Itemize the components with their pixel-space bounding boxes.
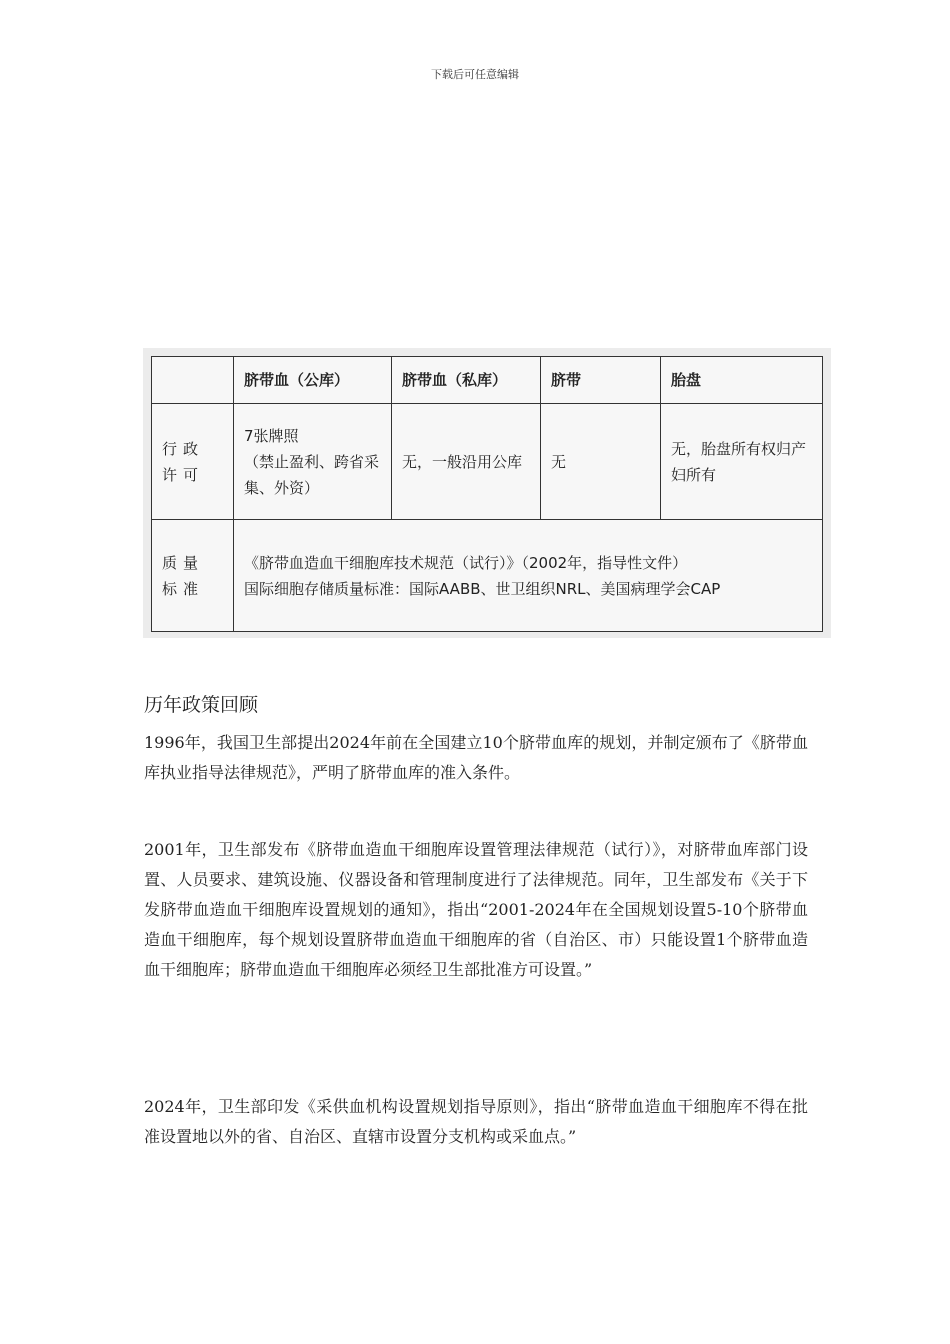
section-title: 历年政策回顾 <box>144 694 259 716</box>
table-header-cell: 胎盘 <box>661 357 823 404</box>
table-cell: 无 <box>541 404 661 520</box>
table-row-label: 行政许可 <box>152 404 234 520</box>
table-header-cell: 脐带血（公库） <box>234 357 392 404</box>
table-cell: 7张牌照 （禁止盈利、跨省采集、外资） <box>234 404 392 520</box>
policy-table <box>151 356 823 632</box>
table-cell: 无，一般沿用公库 <box>392 404 541 520</box>
table-header-cell: 脐带 <box>541 357 661 404</box>
table-row-label: 质量标准 <box>152 520 234 632</box>
policy-table-image <box>143 348 831 638</box>
table-header-cell: 脐带血（私库） <box>392 357 541 404</box>
header-note: 下载后可任意编辑 <box>431 68 519 81</box>
table-merged-cell: 《脐带血造血干细胞库技术规范（试行）》（2002年，指导性文件） 国际细胞存储质量标准：国际AABB、世卫组织NRL、美国病理学会CAP <box>234 520 823 632</box>
table-cell: 无，胎盘所有权归产妇所有 <box>661 404 823 520</box>
table-row <box>152 404 823 520</box>
paragraph: 2001年，卫生部发布《脐带血造血干细胞库设置管理法律规范（试行）》，对脐带血库部门设置、人员要求、建筑设施、仪器设备和管理制度进行了法律规范。同年，卫生部发布《关于下发脐带血造血干细胞库设置规划的通知》，指出“2001-2024年在全国规划设置5-10个脐带血造血干细胞库，每个规划设置脐带血造血干细胞库的省（自治区、市）只能设置1个脐带血造血干细胞库；脐带血造血干细胞库必须经卫生部批准方可设置。” <box>144 840 808 979</box>
table-header-cell <box>152 357 234 404</box>
table-row <box>152 520 823 632</box>
paragraph: 2024年，卫生部印发《采供血机构设置规划指导原则》，指出“脐带血造血干细胞库不得在批准设置地以外的省、自治区、直辖市设置分支机构或采血点。” <box>144 1097 808 1146</box>
paragraph: 1996年，我国卫生部提出2024年前在全国建立10个脐带血库的规划，并制定颁布了《脐带血库执业指导法律规范》，严明了脐带血库的准入条件。 <box>144 733 808 782</box>
table-header-row <box>152 357 823 404</box>
